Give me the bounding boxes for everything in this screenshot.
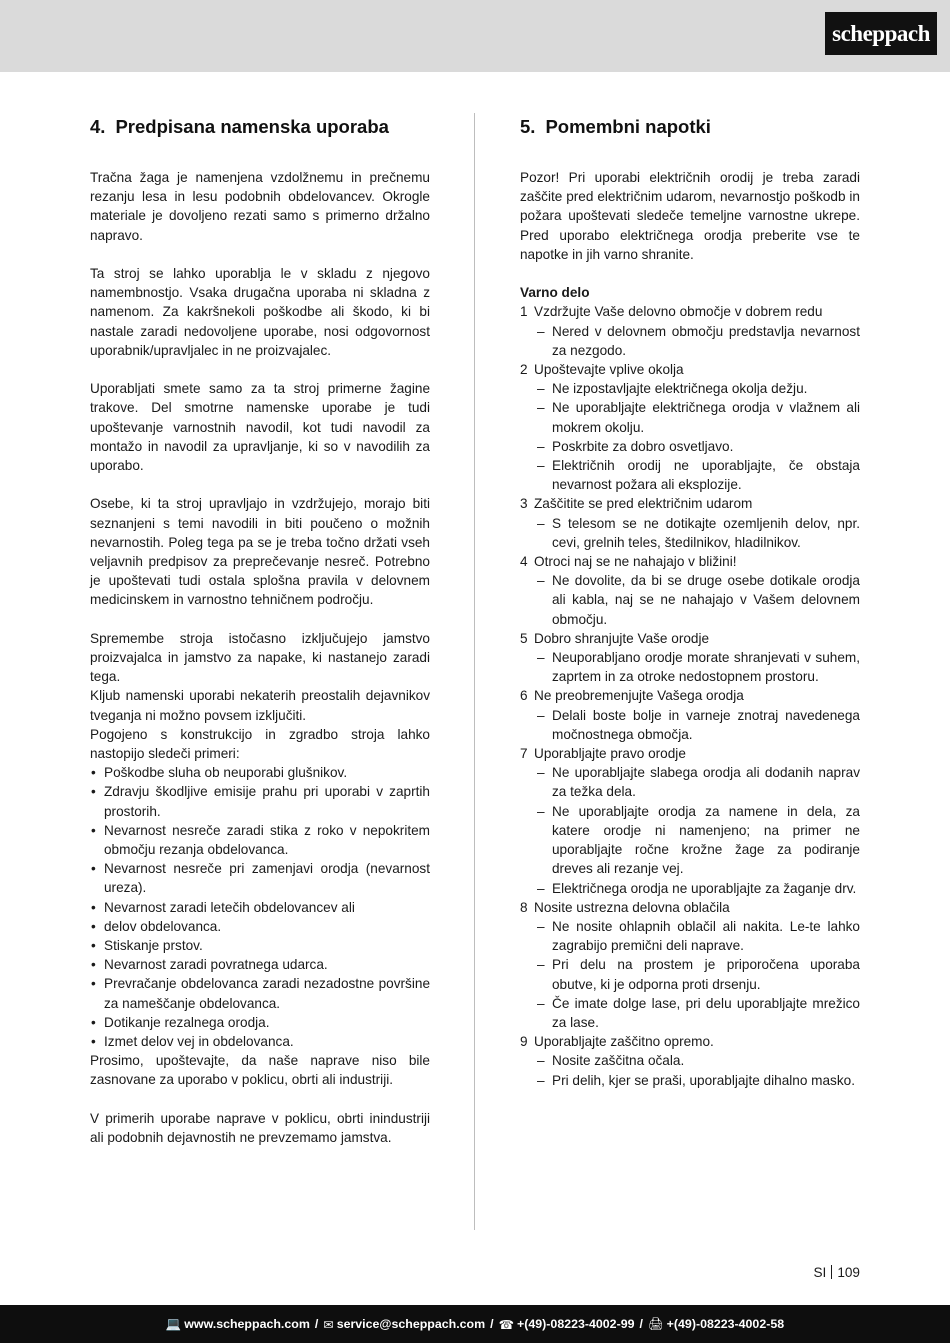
footer-phone: +(49)-08223-4002-99	[517, 1317, 635, 1331]
page-number	[805, 1265, 860, 1280]
dash-item: – Nosite zaščitna očala.	[537, 1053, 685, 1069]
item-text: Upoštevajte vplive okolja	[534, 362, 684, 378]
phone-icon: ☎	[498, 1317, 515, 1332]
item-number: 2	[520, 362, 528, 378]
dash-text: Ne uporabljajte slabega orodja ali dodanih naprav za težka dela.	[552, 765, 860, 800]
numbered-item	[520, 494, 860, 513]
list-item: • Nevarnost nesreče zaradi stika z roko v nepokritem območju rezanja obdelovanca.	[90, 821, 430, 859]
dash-text: Pri delu na prostem je priporočena uporaba obutve, ki je odporna proti drsenju.	[552, 957, 860, 992]
subheading: Varno delo	[520, 285, 590, 301]
numbered-item	[520, 302, 860, 321]
page-number-value: 109	[837, 1265, 860, 1280]
dash-item: – Neuporabljano orodje morate shranjevati v suhem, zaprtem in za otroke nedostopnem prostoru.	[537, 650, 860, 685]
dash-text: Če imate dolge lase, pri delu uporabljajte mrežico za lase.	[552, 995, 860, 1030]
dash-item: – Ne izpostavljajte električnega okolja dežju.	[537, 381, 808, 397]
dash-item: – Nered v delovnem območju predstavlja nevarnost za nezgodo.	[537, 323, 860, 358]
item-number: 6	[520, 688, 528, 704]
left-column	[90, 112, 430, 1147]
dash-item: – Pri delu na prostem je priporočena uporaba obutve, ki je odporna proti drsenju.	[537, 957, 860, 992]
dash-text: Ne dovolite, da bi se druge osebe dotikale orodja ali kabla, naj se ne nahajajo v Vašem delovnem območju.	[552, 573, 860, 627]
numbered-item	[520, 686, 860, 705]
item-number: 4	[520, 554, 528, 570]
item-text: Ne preobremenjujte Vašega orodja	[534, 688, 744, 704]
dash-item: – Ne uporabljajte orodja za namene in dela, za katere orodje ni namenjeno; na primer ne uporabljajte ročne krožne žage za podiranje dreves ali rezanje vej.	[537, 803, 860, 877]
section-5-number: 5.	[520, 116, 536, 137]
dash-item: – Ne nosite ohlapnih oblačil ali nakita. Le-te lahko zagrabijo premični deli naprave.	[537, 918, 860, 954]
risk-list	[90, 763, 430, 1051]
paragraph: Pogojeno s konstrukcijo in zgradbo stroja lahko nastopijo sledeči primeri:	[90, 726, 430, 762]
item-number: 7	[520, 746, 528, 762]
list-item: • Prevračanje obdelovanca zaradi nezadostne površine za nameščanje obdelovanca.	[90, 974, 430, 1012]
dash-item: – Poskrbite za dobro osvetljavo.	[537, 438, 734, 454]
paragraph: V primerih uporabe naprave v poklicu, obrti inindustriji ali podobnih dejavnostih ne prevzemamo jamstva.	[90, 1110, 430, 1146]
item-number: 8	[520, 899, 528, 915]
item-number: 1	[520, 304, 528, 320]
list-item: • Dotikanje rezalnega orodja.	[90, 1013, 430, 1032]
section-4-title	[90, 112, 430, 142]
numbered-item	[520, 360, 860, 379]
list-item: • Zdravju škodljive emisije prahu pri uporabi v zaprtih prostorih.	[90, 782, 430, 820]
numbered-item	[520, 629, 860, 648]
paragraph: Spremembe stroja istočasno izključujejo jamstvo proizvajalca in jamstvo za napake, ki nastanejo zaradi tega.	[90, 630, 430, 685]
language-code: SI	[813, 1265, 827, 1280]
dash-text: Ne nosite ohlapnih oblačil ali nakita. Le-te lahko zagrabijo premični deli naprave.	[552, 918, 860, 954]
computer-icon: 💻	[165, 1316, 182, 1331]
paragraph: Uporabljati smete samo za ta stroj primerne žagine trakove. Del smotrne namenske uporabe je tudi upoštevanje varnostnih navodil, kot tudi navodil za montažo in navodil za upravljanje, ki so v navodilih za uporabo.	[90, 381, 430, 474]
dash-item: – S telesom se ne dotikajte ozemljenih delov, npr. cevi, grelnih teles, štedilnikov, hladilnikov.	[537, 515, 860, 550]
list-item: • Nevarnost zaradi povratnega udarca.	[90, 955, 430, 974]
item-text: Uporabljajte pravo orodje	[534, 746, 686, 762]
footer-email[interactable]: service@scheppach.com	[336, 1317, 486, 1331]
item-number: 9	[520, 1034, 528, 1050]
numbered-item	[520, 898, 860, 917]
dash-text: Pri delih, kjer se praši, uporabljajte dihalno masko.	[552, 1072, 855, 1088]
dash-item: – Ne dovolite, da bi se druge osebe dotikale orodja ali kabla, naj se ne nahajajo v Vašem delovnem območju.	[537, 573, 860, 627]
list-item: • Izmet delov vej in obdelovanca.	[90, 1032, 430, 1051]
list-item: • delov obdelovanca.	[90, 917, 430, 936]
section-4-number: 4.	[90, 116, 106, 137]
dash-text: Delali boste bolje in varneje znotraj navedenega močnostnega območja.	[552, 707, 860, 742]
item-text: Dobro shranjujte Vaše orodje	[534, 630, 710, 646]
item-text: Uporabljajte zaščitno opremo.	[534, 1034, 714, 1050]
dash-item: – Delali boste bolje in varneje znotraj navedenega močnostnega območja.	[537, 707, 860, 742]
dash-text: S telesom se ne dotikajte ozemljenih delov, npr. cevi, grelnih teles, štedilnikov, hladilnikov.	[552, 515, 860, 550]
section-4-heading: Predpisana namenska uporaba	[115, 116, 389, 137]
intro-paragraph: Pozor! Pri uporabi električnih orodij je treba zaradi zaščite pred električnim udarom, nevarnostjo poškodb in požara upoštevati sledeče temeljne varnostne ukrepe. Pred uporabo električnega orodja preberite vse te napotke in jih varno shranite.	[520, 170, 860, 262]
paragraph: Kljub namenski uporabi nekaterih preostalih dejavnikov tveganja ni možno povsem izključiti.	[90, 688, 430, 723]
dash-text: Ne izpostavljajte električnega okolja dežju.	[552, 381, 808, 397]
footer-fax: +(49)-08223-4002-58	[666, 1317, 785, 1331]
fax-icon: 🖨	[647, 1316, 664, 1331]
dash-item: – Ne uporabljajte električnega orodja v vlažnem ali mokrem okolju.	[537, 400, 860, 435]
dash-item: – Če imate dolge lase, pri delu uporabljajte mrežico za lase.	[537, 995, 860, 1030]
dash-item: – Ne uporabljajte slabega orodja ali dodanih naprav za težka dela.	[537, 765, 860, 800]
dash-text: Nered v delovnem območju predstavlja nevarnost za nezgodo.	[552, 323, 860, 358]
footer-bar: 💻 www.scheppach.com / ✉ service@scheppach.com / ☎ +(49)-08223-4002-99 / 🖨 +(49)-08223-4002-58	[0, 1305, 950, 1343]
section-5-heading: Pomembni napotki	[545, 116, 711, 137]
item-text: Otroci naj se ne nahajajo v bližini!	[534, 554, 737, 570]
dash-text: Električnega orodja ne uporabljajte za žaganje drv.	[552, 880, 857, 896]
list-item: • Poškodbe sluha ob neuporabi glušnikov.	[90, 763, 430, 782]
paragraph: Osebe, ki ta stroj upravljajo in vzdržujejo, morajo biti seznanjeni s temi navodili in biti poučeno o možnih nevarnostih. Poleg tega pa se je treba točno držati vseh veljavnih predpisov za preprečevanje nesreč. Potrebno je upoštevati tudi ostala splošna pravila v delovnem medicinskem in varnostno tehničnem področju.	[90, 496, 430, 608]
dash-text: Ne uporabljajte orodja za namene in dela, za katere orodje ni namenjeno; na primer ne uporabljajte ročne krožne žage za podiranje dreves ali rezanje vej.	[552, 803, 860, 877]
section-5-title	[520, 112, 860, 142]
numbered-item	[520, 744, 860, 763]
dash-text: Ne uporabljajte električnega orodja v vlažnem ali mokrem okolju.	[552, 400, 860, 435]
footer-website[interactable]: www.scheppach.com	[184, 1317, 310, 1331]
dash-text: Nosite zaščitna očala.	[552, 1053, 685, 1069]
item-number: 3	[520, 496, 528, 512]
dash-item: – Pri delih, kjer se praši, uporabljajte dihalno masko.	[537, 1072, 855, 1088]
brand-logo: scheppach	[825, 12, 937, 55]
item-text: Vzdržujte Vaše delovno območje v dobrem redu	[534, 304, 823, 320]
paragraph: Tračna žaga je namenjena vzdolžnemu in prečnemu rezanju lesa in lesu podobnih obdelovancev. Okrogle materiale je dovoljeno rezati samo s primerno držalno napravo.	[90, 170, 430, 243]
paragraph: Ta stroj se lahko uporablja le v skladu z njegovo namembnostjo. Vsaka drugačna uporaba ni skladna z namenom. Za kakršnekoli poškodbe ali škodo, ki bi nastale zaradi nedovoljene uporabe, nosi odgovornost uporabnik/upravljalec in ne proizvajalec.	[90, 266, 430, 358]
dash-text: Poskrbite za dobro osvetljavo.	[552, 438, 734, 454]
dash-text: Električnih orodij ne uporabljajte, če obstaja nevarnost požara ali eksplozije.	[552, 458, 860, 493]
item-text: Zaščitite se pred električnim udarom	[534, 496, 753, 512]
numbered-item	[520, 552, 860, 571]
paragraph: Prosimo, upoštevajte, da naše naprave niso bile zasnovane za uporabo v poklicu, obrti ali industriji.	[90, 1053, 430, 1088]
dash-item: – Električnih orodij ne uporabljajte, če obstaja nevarnost požara ali eksplozije.	[537, 458, 860, 493]
item-text: Nosite ustrezna delovna oblačila	[534, 899, 730, 915]
right-column	[520, 112, 860, 1090]
dash-text: Neuporabljano orodje morate shranjevati v suhem, zaprtem in za otroke nedostopnem prostoru.	[552, 650, 860, 685]
column-divider	[474, 113, 475, 1230]
list-item: • Stiskanje prstov.	[90, 936, 430, 955]
list-item: • Nevarnost nesreče pri zamenjavi orodja (nevarnost ureza).	[90, 859, 430, 897]
mail-icon: ✉	[323, 1317, 334, 1332]
item-number: 5	[520, 630, 528, 646]
list-item: • Nevarnost zaradi letečih obdelovancev ali	[90, 898, 430, 917]
header-bar	[0, 0, 950, 72]
dash-item: – Električnega orodja ne uporabljajte za žaganje drv.	[537, 880, 857, 896]
numbered-item	[520, 1032, 860, 1051]
